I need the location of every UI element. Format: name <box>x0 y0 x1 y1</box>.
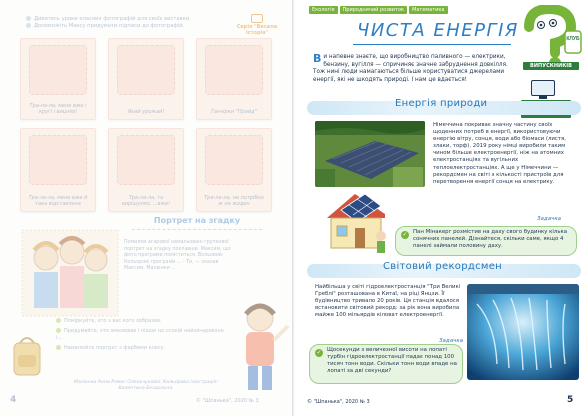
tag-nature: Природничий розвиток <box>340 6 408 14</box>
left-page-number: 4 <box>10 395 17 405</box>
drop-cap: В <box>313 52 322 65</box>
photo-placeholder <box>29 45 87 95</box>
section-title-nature-energy: Енергія природи <box>395 98 488 109</box>
task-text-2: Щосекунди з величезної висоти на лопаті турбін гідроелектростанції падає понад 100 тисяч тонн води. Скільки тонн води впаде на лопаті за дві секунди? <box>327 347 457 374</box>
backpack-image <box>10 333 44 377</box>
intro-paragraph: Ви напевне знаєте, що виробництво паливного — електрики, бензину, вугілля — спричиняє значне забруднення довкілля. Тож нині люди намагаються більше користуватися джерелами енергії, які не шкодять природі. І нам це вдається! <box>313 52 508 83</box>
topic-tags <box>309 6 450 14</box>
photo-frame-5 <box>108 128 184 212</box>
left-intro: Дивитесь уроки класних фотографій для своїх виставки. Допоможіть Максу придумати підписи до фотографій. <box>26 16 226 30</box>
bullet-icon <box>56 345 61 350</box>
dam-photo <box>467 284 579 380</box>
illustration-credit: Малюнки Анни Рамос Оленьчукової. Кольорова ілюстрація: Валентина Бездольна. <box>73 380 219 391</box>
list-item: Придумайте, хто змалював і пішов на спокій найзачаровано і... <box>56 328 224 341</box>
photo-placeholder <box>205 45 263 95</box>
photo-caption: Тра-ла-ла, мене вже й така відставлена <box>28 195 88 207</box>
left-page <box>0 0 293 416</box>
nature-energy-text: Німеччина покриває значну частину своїх щоденних потреб в енергії, використовуючи енергію вітру, сонця, води або біомаси (листя, злаки, торф). 2019 року німці виробили таким чином більше електроенергії, ніж на атомних електростанціях та вугільних теплоелектростанціях. А ще у Німеччини — рекордсмен на світі з кількості пристроїв для перетворення енергії сонця на електрику. <box>433 122 566 185</box>
right-footer: © "Шпанька", 2020 № 3 <box>307 399 370 405</box>
tag-math: Математика <box>409 6 447 14</box>
series-badge: Серія "Весела історія" <box>236 14 278 36</box>
check-icon: ✓ <box>402 231 408 238</box>
list-item: Намалюйте портрет з фарбами класу. <box>56 345 226 352</box>
photo-caption: Тра-ла-ла, то вирішуємо, ...вже! <box>121 195 171 207</box>
section-title-world-record: Світовий рекордсмен <box>383 261 503 272</box>
bullet-icon <box>56 328 61 333</box>
tag-ecology: Екологія <box>309 6 338 14</box>
photo-placeholder <box>205 135 263 185</box>
photo-placeholder <box>117 45 175 95</box>
club-name: КЛУБ <box>566 36 580 42</box>
check-icon: ✓ <box>316 349 322 356</box>
photo-frame-4 <box>20 128 96 212</box>
badge-icon <box>251 14 263 23</box>
right-page <box>295 0 587 416</box>
title-underline <box>353 44 511 45</box>
kid-illustration <box>226 300 292 394</box>
photo-frame-6 <box>196 128 272 212</box>
task-text-1: Пан Мінакерг розмістив на даху свого будинку кілька сонячних панелей. Дізнайтеся, скільки саме, якщо 4 панелі займали половину даху. <box>413 229 568 249</box>
house-solar-illustration <box>321 184 393 256</box>
bullet-icon <box>26 23 31 28</box>
children-sketch-image <box>20 228 120 318</box>
photo-caption: Який урожай! <box>127 109 165 115</box>
photo-caption: Ганчірки "Прайд" <box>211 109 257 115</box>
photo-placeholder <box>117 135 175 185</box>
photo-frame-3 <box>196 38 272 120</box>
portrait-title: Портрет на згадку <box>132 216 262 230</box>
photo-placeholder <box>29 135 87 185</box>
photo-caption: Тра-ла-ла, мене вже і кругі і вишнів! <box>29 103 87 115</box>
photo-frame-1 <box>20 38 96 120</box>
portrait-body: Помилки агарової намальовані групкової портрет на згадку поклавши. Максим, що фото програми поміститься. Вольовий. Кольорові програми ... - Ти, — сказав Максим. Малюнки ... <box>124 240 231 272</box>
task-label-2: Задачка <box>439 338 464 344</box>
photo-frame-2 <box>108 38 184 120</box>
portrait-bullets <box>56 318 226 355</box>
monitor-stand-icon <box>539 96 547 99</box>
right-page-number: 5 <box>567 395 574 405</box>
list-item: Поміркуйте, хто з вас кого зобразив. <box>56 318 226 325</box>
photo-caption: Тра-ла-ла, не потрібно ж на жоден <box>204 195 264 207</box>
task-label-1: Задачка <box>537 216 562 222</box>
solar-farm-photo <box>315 121 425 187</box>
club-label: ВИПУСКНИКІВ <box>523 62 579 70</box>
page-title: ЧИСТА ЕНЕРГІЯ <box>357 20 519 41</box>
bullet-icon <box>56 318 61 323</box>
left-footer: © "Шпанька", 2020 № 3 <box>196 398 259 404</box>
bullet-icon <box>26 16 31 21</box>
world-record-text: Найбільша у світі гідроелектростанція "Три Великі Греблі" розташована в Китаї, на ріці Янцзи. Її будівництво тривало 20 років. Ця станція вдалося встановити світовий рекорд: за рік вона виробила майже 100 мільярдів кіловат електроенергії. <box>315 284 461 319</box>
monitor-icon <box>531 80 555 96</box>
